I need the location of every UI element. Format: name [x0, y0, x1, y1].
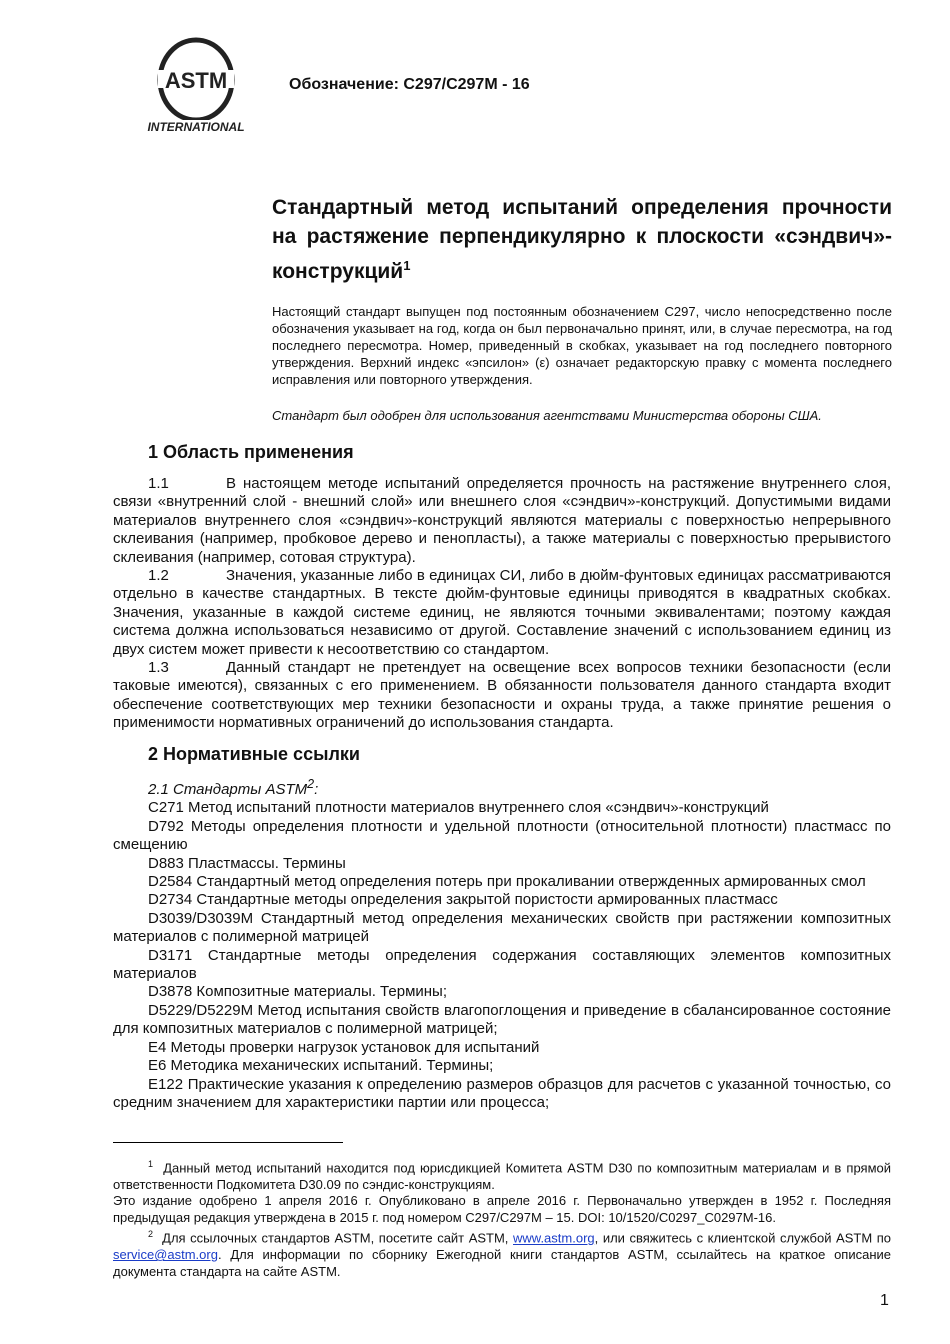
references-list	[113, 775, 891, 1112]
footnote-1-edition: Это издание одобрено 1 апреля 2016 г. Опубликовано в апреле 2016 г. Первоначально утвержден в 1952 г. Последняя предыдущая редакция утверждена в 2015 г. под номером C297/C297M – 15. DOI: 10/1520/C0297_C0297M-16.	[113, 1193, 891, 1225]
service-email-link[interactable]: service@astm.org	[113, 1247, 218, 1263]
reference-item: D792 Методы определения плотности и удельной плотности (относительной плотности) пластмасс по смещению	[113, 817, 891, 854]
footnote-2-text-end: . Для информации по сборнику Ежегодной книги стандартов ASTM, ссылайтесь на краткое описание документа стандарта на сайте ASTM.	[113, 1247, 891, 1279]
reference-item: C271 Метод испытаний плотности материалов внутреннего слоя «сэндвич»-конструкций	[148, 799, 769, 817]
paragraph-text: Значения, указанные либо в единицах СИ, либо в дюйм-фунтовых единицах рассматриваются отдельно в качестве стандартных. В тексте дюйм-фунтовые единицы приводятся в квадратных скобках. Значения, указанные в каждой системе единиц, не являются точными эквивалентами; поэтому каждая система должна использоваться независимо от другой. Составление значений с использованием единиц из двух систем может привести к несоответствию со стандартом.	[113, 567, 891, 658]
footnote-divider	[113, 1142, 343, 1143]
title-footnote-mark: 1	[403, 258, 411, 273]
reference-item: D3171 Стандартные методы определения содержания составляющих элементов композитных материалов	[113, 946, 891, 983]
paragraph-text: Данный стандарт не претендует на освещение всех вопросов техники безопасности (если таковые имеются), связанных с его применением. В обязанности пользователя данного стандарта входит обеспечение соответствующих мер техники безопасности и охраны труда, а также принятие решения о применимости нормативных ограничений до использования стандарта.	[113, 659, 891, 732]
paragraph-1-2	[113, 567, 891, 659]
paragraph-number: 1.2	[148, 567, 169, 585]
subheading-text: 2.1 Стандарты ASTM	[148, 781, 308, 798]
paragraph-1-3	[113, 659, 891, 733]
footnote-2	[113, 1226, 891, 1280]
reference-item: D5229/D5229M Метод испытания свойств влагопоглощения и приведение в сбалансированное состояние для композитных материалов с полимерной матрицей;	[113, 1001, 891, 1038]
astm-logo	[140, 36, 252, 136]
section1-heading: 1 Область применения	[148, 442, 354, 462]
paragraph-number: 1.3	[148, 659, 169, 677]
footnote-1	[113, 1156, 891, 1193]
intro-paragraph: Настоящий стандарт выпущен под постоянным обозначением C297, число непосредственно после обозначения указывает на год, когда он был первоначально принят, или, в случае пересмотра, на год последнего пересмотра. Номер, приведенный в скобках, указывает на год последнего повторного утверждения. Верхний индекс «эпсилон» (ε) означает редакторскую правку с момента последнего исправления или повторного утверждения.	[272, 304, 892, 387]
paragraph-text: В настоящем методе испытаний определяется прочность на растяжение внутреннего слоя, связи «внутренний слой - внешний слой» или внешнего слоя «сэндвич»-конструкций. Допустимыми видами материалов внутреннего слоя «сэндвич»-конструкций являются материалы с поверхностью непрерывного склеивания (например, пробковое дерево и пенопласты), а также материалы с поверхностью прерывистого склеивания (например, сотовая структура).	[113, 475, 891, 566]
references-subheading	[113, 775, 891, 799]
astm-logo-mark	[140, 36, 252, 136]
section1-body	[113, 475, 891, 733]
reference-item: E122 Практические указания к определению размеров образцов для расчетов с указанной точностью, со средним значением для характеристики партии или процесса;	[113, 1075, 891, 1111]
reference-item: E4 Методы проверки нагрузок установок для испытаний	[148, 1038, 540, 1056]
footnote-2-text-mid: , или свяжитесь с клиентской службой ASTM по	[594, 1230, 891, 1246]
designation: Обозначение: C297/C297M - 16	[289, 76, 530, 93]
footnote-2-text-start: Для ссылочных стандартов ASTM, посетите сайт ASTM,	[162, 1230, 513, 1246]
logo-subtext: INTERNATIONAL	[147, 120, 245, 134]
title-text: Стандартный метод испытаний определения прочности на растяжение перпендикулярно к плоскости «сэндвич»-конструкций	[272, 196, 892, 283]
reference-item: D3039/D3039M Стандартный метод определения механических свойств при растяжении композитных материалов с полимерной матрицей	[113, 909, 891, 946]
paragraph-1-1	[113, 475, 891, 567]
page-number: 1	[880, 1292, 889, 1309]
astm-website-link[interactable]: www.astm.org	[513, 1230, 595, 1246]
subheading-footnote-mark: 2	[307, 777, 315, 791]
reference-item: D2584 Стандартный метод определения потерь при прокаливании отвержденных армированных смол	[148, 873, 866, 891]
reference-item: D883 Пластмассы. Термины	[148, 854, 346, 872]
reference-item: D3878 Композитные материалы. Термины;	[148, 983, 447, 1001]
footnote-1-text: Данный метод испытаний находится под юрисдикцией Комитета ASTM D30 по композитным материалам и в прямой ответственности Подкомитета D30.09 по сэндиc-конструкциям.	[113, 1160, 891, 1192]
paragraph-number: 1.1	[148, 475, 169, 492]
approval-note: Стандарт был одобрен для использования агентствами Министерства обороны США.	[272, 408, 822, 423]
reference-item: D2734 Стандартные методы определения закрытой пористости армированных пластмасс	[148, 891, 778, 909]
logo-text: ASTM	[164, 68, 228, 93]
subheading-colon: :	[314, 781, 319, 798]
section2-heading: 2 Нормативные ссылки	[148, 744, 360, 764]
footnotes	[113, 1156, 891, 1280]
footnote-2-mark: 2	[148, 1229, 154, 1240]
footnote-1-mark: 1	[148, 1159, 154, 1169]
document-title	[272, 193, 892, 286]
reference-item: E6 Методика механических испытаний. Термины;	[148, 1057, 494, 1075]
